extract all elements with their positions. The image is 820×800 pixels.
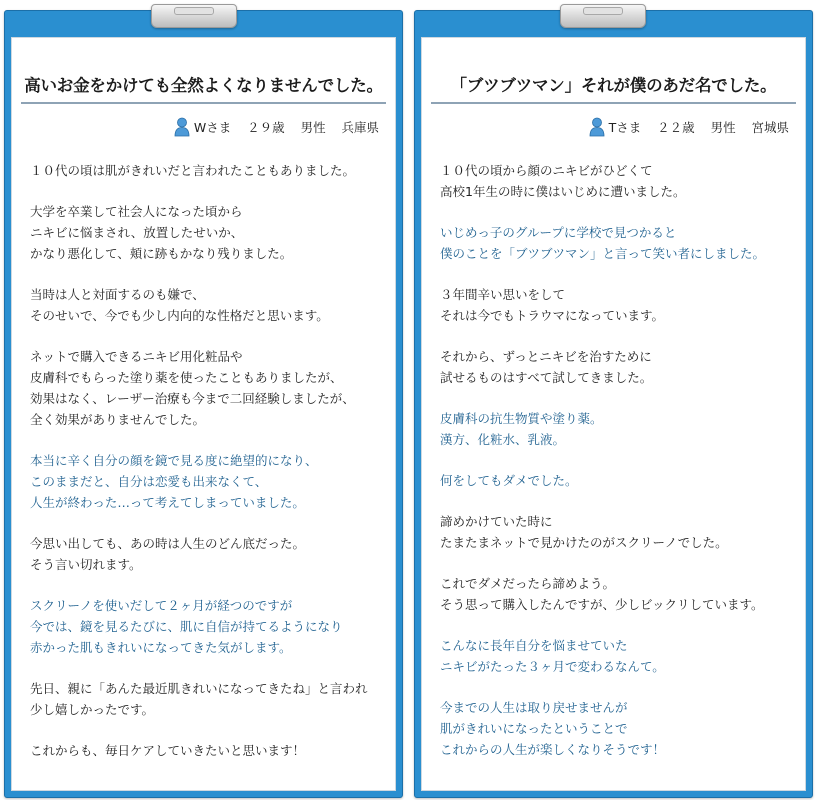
- customer-gender: 男性: [710, 120, 736, 135]
- paragraph: 何をしてもダメでした。: [440, 473, 578, 488]
- user-icon: [174, 117, 190, 137]
- title-divider: [431, 102, 796, 104]
- testimonial-title: 「ブツブツマン」それが僕のあだ名でした。: [450, 76, 777, 95]
- testimonial-card-1: [4, 10, 403, 798]
- customer-age: ２９歳: [247, 120, 285, 135]
- paragraph: １０代の頃から顔のニキビがひどくて 高校1年生の時に僕はいじめに遭いました。: [440, 163, 686, 199]
- testimonial-title: 高いお金をかけても全然よくなりませんでした。: [24, 76, 383, 95]
- paragraph: 本当に辛く自分の顔を鏡で見る度に絶望的になり、 このままだと、自分は恋愛も出来なくて、 人生が終わった…って考えてしまっていました。: [30, 453, 318, 510]
- paragraph: 諦めかけていた時に たまたまネットで見かけたのがスクリーノでした。: [440, 514, 728, 550]
- customer-location: 宮城県: [751, 120, 789, 135]
- paragraph: スクリーノを使いだして２ヶ月が経つのですが 今では、鏡を見るたびに、肌に自信が持てるようになり 赤かった肌もきれいになってきた気がします。: [30, 598, 343, 655]
- paragraph: 当時は人と対面するのも嫌で、 そのせいで、今でも少し内向的な性格だと思います。: [30, 287, 329, 323]
- customer-location: 兵庫県: [341, 120, 379, 135]
- testimonial-body: [30, 160, 387, 781]
- customer-age: ２２歳: [657, 120, 695, 135]
- paper-sheet: [11, 37, 396, 791]
- paragraph: ネットで購入できるニキビ用化粧品や 皮膚科でもらった塗り薬を使ったこともありましたが、 効果はなく、レーザー治療も今まで二回経験しましたが、 全く効果がありませんでした。: [30, 349, 355, 427]
- paragraph: １０代の頃は肌がきれいだと言われたこともありました。: [30, 163, 356, 178]
- paragraph: いじめっ子のグループに学校で見つかると 僕のことを「ブツブツマン」と言って笑い者にしました。: [440, 225, 766, 261]
- customer-name: Wさま: [193, 120, 232, 135]
- customer-info: [174, 116, 379, 138]
- paragraph: 先日、親に「あんた最近肌きれいになってきたね」と言われ 少し嬉しかったです。: [30, 681, 368, 717]
- clipboard-clip-icon: [560, 4, 646, 28]
- paragraph: 皮膚科の抗生物質や塗り薬。 漢方、化粧水、乳液。: [440, 411, 603, 447]
- paragraph: 大学を卒業して社会人になった頃から ニキビに悩まされ、放置したせいか、 かなり悪化して、頬に跡もかなり残りました。: [30, 204, 293, 261]
- paragraph: 今までの人生は取り戻せませんが 肌がきれいになったということで これからの人生が楽しくなりそうです！: [440, 700, 666, 757]
- customer-info: [589, 116, 789, 138]
- testimonial-card-2: [414, 10, 813, 798]
- paragraph: こんなに長年自分を悩ませていた ニキビがたった３ヶ月で変わるなんて。: [440, 638, 665, 674]
- paper-sheet: [421, 37, 806, 791]
- paragraph: これからも、毎日ケアしていきたいと思います！: [30, 743, 306, 758]
- paragraph: 今思い出しても、あの時は人生のどん底だった。 そう言い切れます。: [30, 536, 306, 572]
- paragraph: それから、ずっとニキビを治すために 試せるものはすべて試してきました。: [440, 349, 653, 385]
- user-icon: [589, 117, 605, 137]
- customer-name: Tさま: [608, 120, 642, 135]
- clipboard-clip-icon: [151, 4, 237, 28]
- paragraph: これでダメだったら諦めよう。 そう思って購入したんですが、少しビックリしています。: [440, 576, 764, 612]
- customer-gender: 男性: [300, 120, 326, 135]
- paragraph: ３年間辛い思いをして それは今でもトラウマになっています。: [440, 287, 665, 323]
- testimonial-body: [440, 160, 797, 780]
- title-divider: [21, 102, 386, 104]
